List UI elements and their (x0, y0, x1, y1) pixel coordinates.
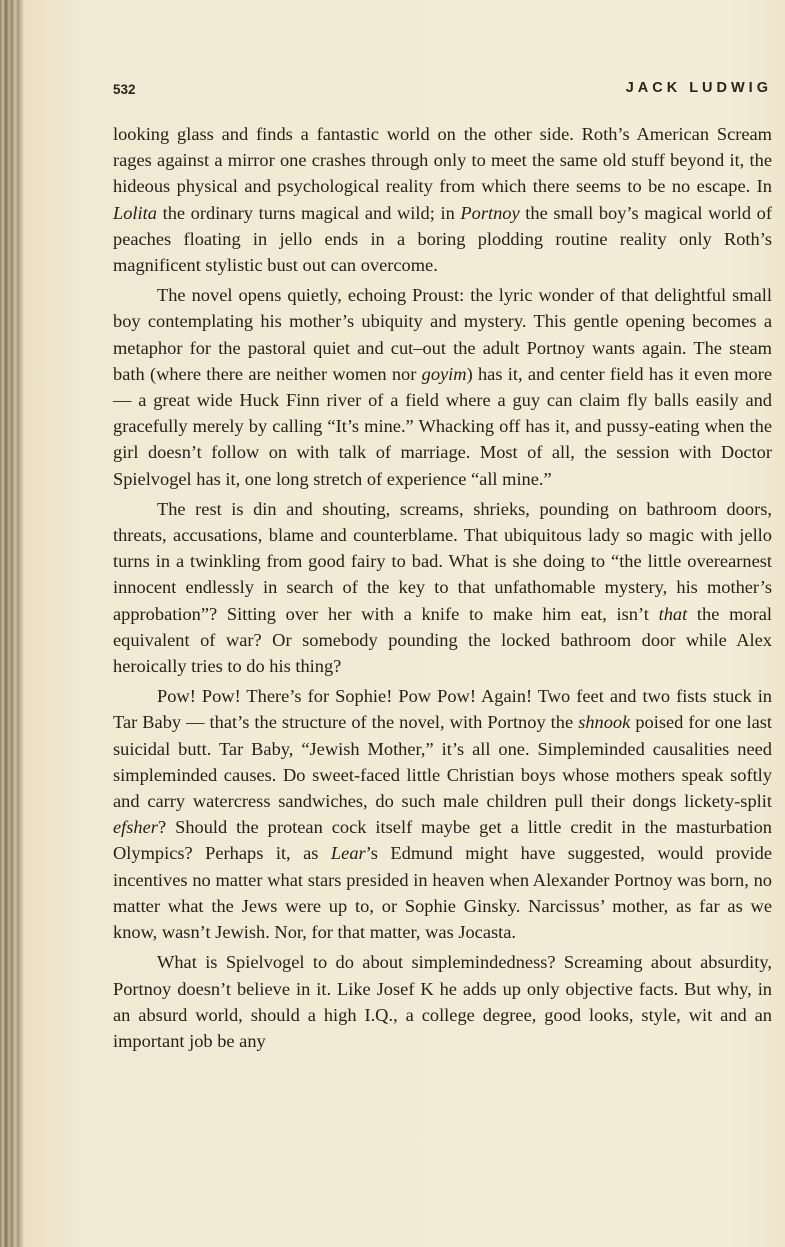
text-run: the ordinary turns magical and wild; in (156, 202, 461, 223)
text-run: The novel opens quietly, echoing Proust: the lyric wonder of that delightful small boy contemplating his mother’s ubiquity and mystery. This gentle opening becomes a metaphor for the pastoral quiet and cut–out the adult Portnoy wants again. The steam bath (where there are neither women nor (113, 285, 772, 384)
paragraph (113, 496, 772, 679)
paragraph (113, 949, 772, 1054)
running-head: JACK LUDWIG (625, 80, 772, 96)
page-header (113, 80, 772, 102)
text-run: the small boy’s magical world of peaches floating in jello ends in a boring plodding routine reality only Roth’s magnificent stylistic bust out can overcome. (113, 202, 772, 276)
book-spine-edge (0, 0, 24, 1247)
text-run: the moral equivalent of war? Or somebody pounding the locked bathroom door while Alex heroically tries to do his thing? (113, 603, 772, 677)
paragraph (113, 282, 772, 492)
text-run: The rest is din and shouting, screams, shrieks, pounding on bathroom doors, threats, accusations, blame and counterblame. That ubiquitous lady so magic with jello turns in a twinkling from good fairy to bad. What is she doing to “the little overearnest innocent endlessly in search of the key to that unfathomable mystery, his mother’s approbation”? Sitting over her with a knife to make him eat, isn’t (113, 498, 772, 624)
text-run: ) has it, and center field has it even more — a great wide Huck Finn river of a field where a guy can claim fly balls easily and gracefully merely by calling “It’s mine.” Whacking off has it, and pussy-eating when the girl doesn’t follow on with talk of marriage. Most of all, the session with Doctor Spielvogel has it, one long stretch of experience “all mine.” (113, 363, 772, 489)
page-number: 532 (113, 82, 136, 97)
italic-text: efsher (113, 817, 158, 838)
text-run: poised for one last suicidal butt. Tar Baby, “Jewish Mother,” it’s all one. Simpleminded causalities need simpleminded causes. Do sweet-faced little Christian boys whose mothers speak softly and carry watercress sandwiches, do such male children pull their dongs lickety-split (113, 712, 772, 812)
italic-text: Lolita (113, 202, 157, 223)
paragraph (113, 683, 772, 945)
text-run: looking glass and finds a fantastic world on the other side. Roth’s American Scream rages against a mirror one crashes through only to meet the same old stuff beyond it, the hideous physical and psychological reality from which there seems to be no escape. In (113, 124, 772, 197)
italic-text: Portnoy (460, 202, 520, 223)
text-run: ? Should the protean cock itself maybe get a little credit in the masturbation Olympics? Perhaps it, as (113, 817, 772, 864)
text-run: What is Spielvogel to do about simplemindedness? Screaming about absurdity, Portnoy doesn’t believe in it. Like Josef K he adds up only objective facts. But why, in an absurd world, should a high I.Q., a college degree, good looks, style, wit and an important job be any (113, 952, 772, 1051)
italic-text: shnook (578, 712, 631, 733)
text-run: Pow! Pow! There’s for Sophie! Pow Pow! Again! Two feet and two fists stuck in Tar Baby — that’s the structure of the novel, with Portnoy the (113, 686, 772, 733)
body-text (113, 121, 772, 1054)
text-run: ’s Edmund might have suggested, would provide incentives no matter what stars presided in heaven when Alexander Portnoy was born, no matter what the Jews were up to, or Sophie Ginsky. Narcissus’ mother, as far as we know, wasn’t Jewish. Nor, for that matter, was Jocasta. (113, 843, 772, 943)
italic-text: goyim (421, 363, 467, 384)
paragraph (113, 121, 772, 278)
italic-text: Lear (330, 843, 366, 864)
italic-text: that (658, 603, 688, 624)
